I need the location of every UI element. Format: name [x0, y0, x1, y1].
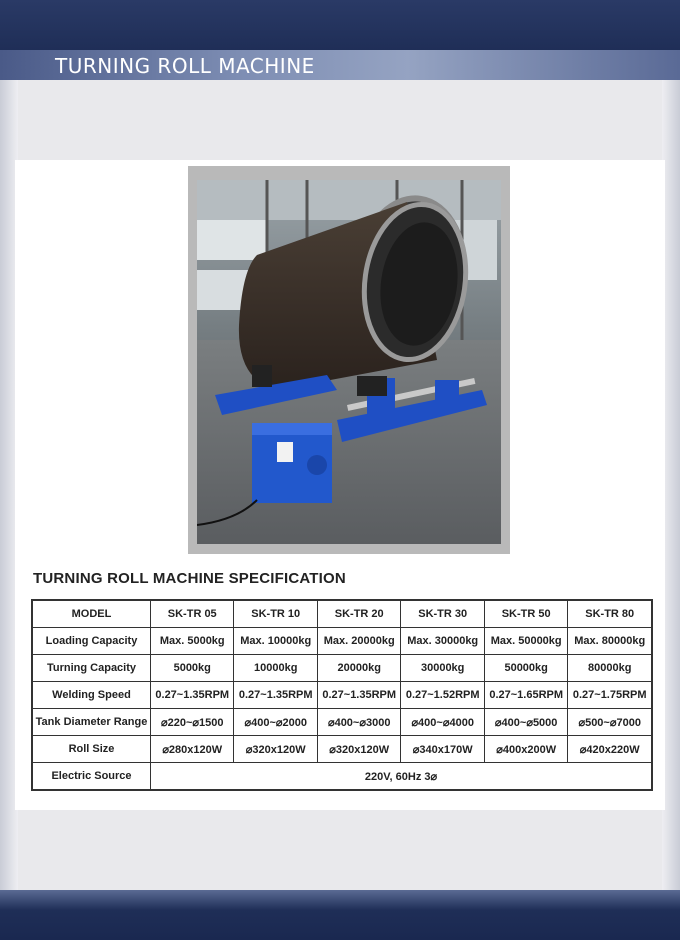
table-cell: ⌀400~⌀2000	[234, 709, 317, 736]
table-cell: 0.27~1.52RPM	[401, 682, 484, 709]
row-label: Turning Capacity	[32, 655, 151, 682]
table-row	[32, 709, 652, 736]
table-cell: 5000kg	[151, 655, 234, 682]
table-cell: 0.27~1.75RPM	[568, 682, 652, 709]
table-cell: 80000kg	[568, 655, 652, 682]
column-header: SK-TR 10	[234, 600, 317, 628]
table-cell: ⌀400~⌀4000	[401, 709, 484, 736]
table-header-row	[32, 600, 652, 628]
column-header: SK-TR 20	[317, 600, 400, 628]
table-cell: Max. 10000kg	[234, 628, 317, 655]
spec-heading: TURNING ROLL MACHINE SPECIFICATION	[33, 570, 346, 587]
table-cell: ⌀400~⌀5000	[484, 709, 567, 736]
title-bar	[0, 50, 680, 80]
row-label: Roll Size	[32, 736, 151, 763]
table-cell: ⌀220~⌀1500	[151, 709, 234, 736]
table-cell: Max. 80000kg	[568, 628, 652, 655]
table-row	[32, 655, 652, 682]
table-cell: ⌀340x170W	[401, 736, 484, 763]
table-cell: 10000kg	[234, 655, 317, 682]
table-cell: ⌀280x120W	[151, 736, 234, 763]
content-panel	[15, 160, 665, 810]
table-cell: ⌀420x220W	[568, 736, 652, 763]
table-row	[32, 682, 652, 709]
table-cell: ⌀400~⌀3000	[317, 709, 400, 736]
table-cell: 220V, 60Hz 3⌀	[151, 763, 653, 791]
column-header: SK-TR 80	[568, 600, 652, 628]
table-cell: ⌀320x120W	[317, 736, 400, 763]
table-cell: Max. 20000kg	[317, 628, 400, 655]
table-cell: Max. 5000kg	[151, 628, 234, 655]
table-cell: 30000kg	[401, 655, 484, 682]
bottom-band	[0, 890, 680, 940]
top-band	[0, 0, 680, 50]
table-cell: 50000kg	[484, 655, 567, 682]
column-header: SK-TR 05	[151, 600, 234, 628]
column-header: SK-TR 30	[401, 600, 484, 628]
page-title: TURNING ROLL MACHINE	[55, 54, 315, 78]
turning-roll-machine-photo	[197, 180, 501, 544]
table-row	[32, 628, 652, 655]
machine-illustration	[197, 180, 501, 544]
row-label: Electric Source	[32, 763, 151, 791]
table-row	[32, 736, 652, 763]
row-label: Welding Speed	[32, 682, 151, 709]
table-cell: Max. 30000kg	[401, 628, 484, 655]
table-cell: 0.27~1.35RPM	[317, 682, 400, 709]
table-row	[32, 763, 652, 791]
row-label: Loading Capacity	[32, 628, 151, 655]
row-label: Tank Diameter Range	[32, 709, 151, 736]
table-cell: ⌀320x120W	[234, 736, 317, 763]
table-cell: 0.27~1.35RPM	[151, 682, 234, 709]
table-cell: ⌀400x200W	[484, 736, 567, 763]
table-cell: ⌀500~⌀7000	[568, 709, 652, 736]
column-header: MODEL	[32, 600, 151, 628]
table-cell: 0.27~1.35RPM	[234, 682, 317, 709]
table-cell: 20000kg	[317, 655, 400, 682]
spec-table	[31, 599, 653, 791]
table-cell: Max. 50000kg	[484, 628, 567, 655]
table-cell: 0.27~1.65RPM	[484, 682, 567, 709]
photo-frame	[188, 166, 510, 554]
column-header: SK-TR 50	[484, 600, 567, 628]
